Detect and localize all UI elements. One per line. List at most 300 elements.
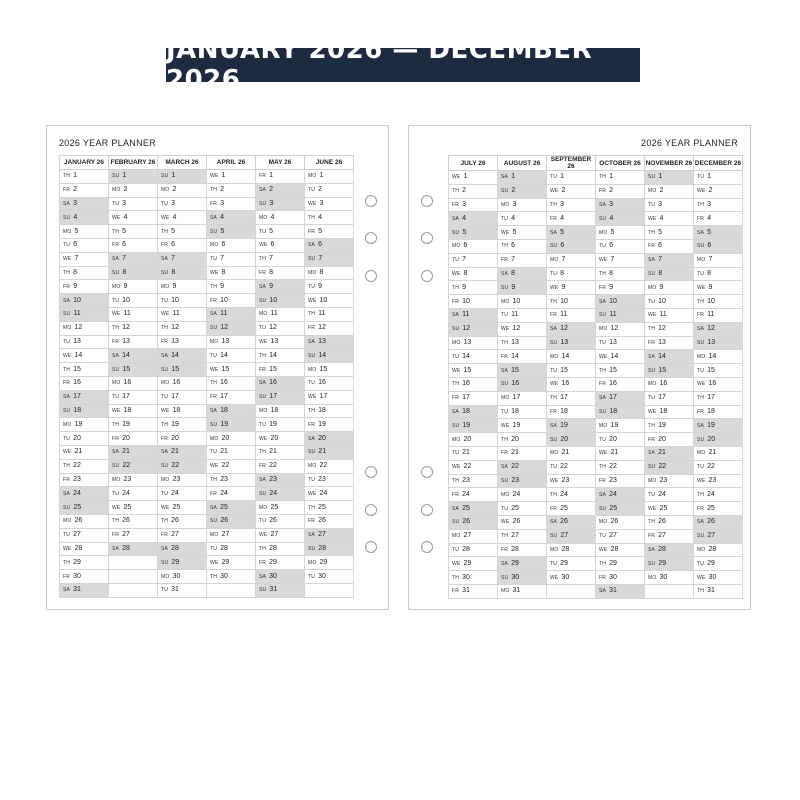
day-cell: TU 15 [694, 364, 743, 378]
day-cell: FR 4 [547, 212, 596, 226]
day-cell: WE 29 [207, 556, 256, 570]
day-cell: SA 14 [645, 350, 694, 364]
day-row [60, 390, 354, 404]
months-jan-jun-table [59, 155, 354, 598]
day-row [449, 350, 743, 364]
day-cell: TU 17 [158, 390, 207, 404]
day-cell: TU 17 [645, 391, 694, 405]
day-cell: WE 22 [449, 460, 498, 474]
day-cell: TU 6 [60, 238, 109, 252]
day-row [449, 239, 743, 253]
day-cell: WE 2 [547, 184, 596, 198]
day-row [449, 171, 743, 185]
day-cell: FR 19 [305, 418, 354, 432]
day-cell: MO 7 [547, 253, 596, 267]
day-cell: FR 14 [498, 350, 547, 364]
day-cell: TU 16 [305, 376, 354, 390]
day-cell: SU 1 [158, 170, 207, 184]
day-cell: TH 31 [694, 584, 743, 598]
day-cell: FR 11 [547, 308, 596, 322]
day-row [60, 183, 354, 197]
punch-hole-icon [365, 541, 377, 553]
day-cell: SU 6 [547, 239, 596, 253]
day-cell: FR 23 [596, 474, 645, 488]
day-row [449, 419, 743, 433]
day-cell: SU 12 [449, 322, 498, 336]
day-cell: TU 13 [596, 336, 645, 350]
day-row [60, 583, 354, 597]
day-row [449, 557, 743, 571]
day-cell: SA 19 [694, 419, 743, 433]
day-row [449, 364, 743, 378]
day-cell: TU 12 [256, 321, 305, 335]
day-cell: SA 29 [498, 557, 547, 571]
day-cell: TH 20 [498, 433, 547, 447]
day-cell: SA 26 [547, 515, 596, 529]
day-cell: TU 2 [305, 183, 354, 197]
day-row [60, 349, 354, 363]
day-cell: FR 5 [305, 225, 354, 239]
day-cell: FR 13 [645, 336, 694, 350]
day-cell: FR 23 [60, 473, 109, 487]
day-row [449, 212, 743, 226]
day-cell: SU 18 [596, 405, 645, 419]
day-cell: SA 17 [60, 390, 109, 404]
empty-cell [109, 556, 158, 570]
day-cell: SA 5 [547, 226, 596, 240]
day-cell: MO 5 [596, 226, 645, 240]
day-cell: SA 14 [158, 349, 207, 363]
day-cell: WE 11 [158, 307, 207, 321]
day-cell: WE 7 [60, 252, 109, 266]
day-cell: SA 11 [449, 308, 498, 322]
day-cell: TU 7 [207, 252, 256, 266]
day-cell: MO 30 [645, 571, 694, 585]
day-cell: FR 7 [498, 253, 547, 267]
day-cell: TU 7 [449, 253, 498, 267]
month-header: MAY 26 [256, 156, 305, 170]
day-cell: WE 19 [498, 419, 547, 433]
day-cell: TH 15 [60, 363, 109, 377]
day-cell: FR 3 [207, 197, 256, 211]
day-row [449, 226, 743, 240]
day-cell: TU 17 [109, 390, 158, 404]
day-row [449, 184, 743, 198]
day-cell: FR 17 [449, 391, 498, 405]
day-cell: SU 6 [694, 239, 743, 253]
day-cell: SA 15 [498, 364, 547, 378]
day-cell: TU 5 [256, 225, 305, 239]
punch-hole-icon [421, 541, 433, 553]
day-cell: MO 6 [449, 239, 498, 253]
day-row [449, 295, 743, 309]
day-row [449, 474, 743, 488]
day-cell: TH 29 [596, 557, 645, 571]
day-cell: FR 8 [256, 266, 305, 280]
punch-hole-icon [421, 232, 433, 244]
day-cell: FR 27 [645, 529, 694, 543]
day-cell: SA 7 [645, 253, 694, 267]
day-cell: FR 10 [207, 294, 256, 308]
day-cell: WE 9 [547, 281, 596, 295]
day-cell: TU 23 [305, 473, 354, 487]
day-cell: SA 21 [645, 446, 694, 460]
day-cell: SA 23 [256, 473, 305, 487]
day-cell: SU 11 [596, 308, 645, 322]
day-cell: SA 13 [305, 335, 354, 349]
day-cell: FR 18 [694, 405, 743, 419]
day-cell: WE 14 [60, 349, 109, 363]
day-row [449, 253, 743, 267]
day-cell: TU 28 [449, 543, 498, 557]
day-cell: MO 16 [158, 376, 207, 390]
punch-hole-icon [365, 195, 377, 207]
day-cell: SU 1 [109, 170, 158, 184]
month-header: MARCH 26 [158, 156, 207, 170]
day-cell: SU 17 [256, 390, 305, 404]
day-cell: TH 12 [109, 321, 158, 335]
day-cell: SA 3 [596, 198, 645, 212]
day-cell: MO 11 [256, 307, 305, 321]
day-cell: TH 5 [158, 225, 207, 239]
day-cell: SU 22 [645, 460, 694, 474]
day-row [60, 376, 354, 390]
day-cell: TH 18 [305, 404, 354, 418]
day-cell: SU 30 [498, 571, 547, 585]
day-cell: WE 22 [207, 459, 256, 473]
day-cell: TH 16 [207, 376, 256, 390]
day-cell: FR 16 [596, 377, 645, 391]
day-cell: TH 17 [694, 391, 743, 405]
day-cell: FR 11 [694, 308, 743, 322]
day-cell: MO 26 [60, 514, 109, 528]
day-cell: TU 3 [109, 197, 158, 211]
day-cell: WE 8 [449, 267, 498, 281]
day-cell: TU 6 [596, 239, 645, 253]
month-header: JUNE 26 [305, 156, 354, 170]
day-cell: MO 27 [207, 528, 256, 542]
day-cell: SU 15 [158, 363, 207, 377]
day-cell: FR 17 [207, 390, 256, 404]
day-cell: SA 19 [547, 419, 596, 433]
day-cell: WE 15 [449, 364, 498, 378]
day-cell: TU 4 [498, 212, 547, 226]
day-cell: WE 27 [256, 528, 305, 542]
day-row [60, 459, 354, 473]
day-cell: MO 3 [498, 198, 547, 212]
day-cell: MO 2 [109, 183, 158, 197]
day-cell: WE 6 [256, 238, 305, 252]
day-cell: WE 1 [207, 170, 256, 184]
day-cell: MO 20 [207, 432, 256, 446]
day-cell: SU 22 [109, 459, 158, 473]
day-cell: FR 2 [596, 184, 645, 198]
day-cell: TU 10 [158, 294, 207, 308]
punch-hole-icon [365, 270, 377, 282]
day-cell: FR 9 [60, 280, 109, 294]
empty-cell [305, 583, 354, 597]
day-cell: WE 29 [449, 557, 498, 571]
day-cell: FR 20 [158, 432, 207, 446]
day-cell: SA 2 [256, 183, 305, 197]
day-cell: MO 10 [498, 295, 547, 309]
day-cell: TU 9 [305, 280, 354, 294]
day-row [449, 502, 743, 516]
day-cell: SA 25 [449, 502, 498, 516]
day-cell: FR 28 [498, 543, 547, 557]
empty-cell [109, 583, 158, 597]
day-cell: SU 9 [498, 281, 547, 295]
sheet-title: 2026 YEAR PLANNER [59, 138, 156, 148]
day-cell: SA 31 [60, 583, 109, 597]
day-cell: TH 26 [645, 515, 694, 529]
day-cell: TH 13 [498, 336, 547, 350]
day-cell: TU 3 [158, 197, 207, 211]
day-cell: MO 19 [596, 419, 645, 433]
day-cell: WE 17 [305, 390, 354, 404]
day-cell: TU 27 [60, 528, 109, 542]
day-cell: TH 6 [498, 239, 547, 253]
day-cell: WE 11 [645, 308, 694, 322]
day-row [60, 445, 354, 459]
day-cell: TH 2 [449, 184, 498, 198]
day-cell: MO 13 [207, 335, 256, 349]
day-row [60, 570, 354, 584]
day-row [60, 501, 354, 515]
empty-cell [109, 570, 158, 584]
day-cell: MO 26 [596, 515, 645, 529]
day-cell: FR 12 [305, 321, 354, 335]
day-cell: FR 18 [547, 405, 596, 419]
day-cell: WE 4 [158, 211, 207, 225]
day-cell: WE 18 [645, 405, 694, 419]
day-cell: MO 12 [596, 322, 645, 336]
day-cell: MO 28 [694, 543, 743, 557]
day-cell: MO 6 [207, 238, 256, 252]
day-cell: TH 4 [305, 211, 354, 225]
day-cell: FR 6 [109, 238, 158, 252]
day-cell: SA 27 [305, 528, 354, 542]
day-cell: WE 21 [596, 446, 645, 460]
day-cell: MO 4 [256, 211, 305, 225]
day-cell: SU 31 [256, 583, 305, 597]
month-header: APRIL 26 [207, 156, 256, 170]
day-cell: TH 8 [596, 267, 645, 281]
day-cell: TH 15 [596, 364, 645, 378]
day-cell: TH 17 [547, 391, 596, 405]
day-cell: SU 11 [60, 307, 109, 321]
day-cell: WE 21 [60, 445, 109, 459]
day-cell: MO 17 [498, 391, 547, 405]
day-cell: TH 28 [256, 542, 305, 556]
day-row [449, 405, 743, 419]
day-cell: SU 15 [109, 363, 158, 377]
day-cell: FR 30 [60, 570, 109, 584]
day-cell: TH 1 [60, 170, 109, 184]
planner-banner-title: JANUARY 2026 — DECEMBER 2026 [166, 48, 640, 82]
day-cell: TH 22 [596, 460, 645, 474]
day-cell: WE 16 [547, 377, 596, 391]
day-row [60, 432, 354, 446]
punch-hole-icon [365, 504, 377, 516]
day-row [60, 404, 354, 418]
day-cell: MO 30 [158, 570, 207, 584]
day-cell: MO 20 [449, 433, 498, 447]
day-cell: TH 30 [449, 571, 498, 585]
day-cell: FR 22 [256, 459, 305, 473]
day-cell: TU 29 [694, 557, 743, 571]
day-cell: WE 16 [694, 377, 743, 391]
day-cell: TH 27 [498, 529, 547, 543]
day-cell: TU 20 [60, 432, 109, 446]
day-cell: SA 6 [305, 238, 354, 252]
day-cell: SU 5 [207, 225, 256, 239]
day-row [60, 418, 354, 432]
day-cell: TH 9 [449, 281, 498, 295]
day-cell: TU 20 [596, 433, 645, 447]
day-cell: MO 21 [547, 446, 596, 460]
day-cell: SA 20 [305, 432, 354, 446]
day-cell: SA 28 [645, 543, 694, 557]
sheet-title: 2026 YEAR PLANNER [641, 138, 738, 148]
day-row [449, 267, 743, 281]
day-cell: WE 30 [694, 571, 743, 585]
day-cell: TH 2 [207, 183, 256, 197]
day-cell: TU 18 [498, 405, 547, 419]
day-cell: FR 26 [305, 514, 354, 528]
day-cell: FR 13 [109, 335, 158, 349]
day-cell: TH 5 [645, 226, 694, 240]
day-row [60, 473, 354, 487]
day-cell: MO 9 [645, 281, 694, 295]
day-cell: WE 28 [60, 542, 109, 556]
day-cell: WE 20 [256, 432, 305, 446]
month-header: FEBRUARY 26 [109, 156, 158, 170]
day-cell: FR 30 [596, 571, 645, 585]
day-cell: WE 10 [305, 294, 354, 308]
day-cell: MO 23 [158, 473, 207, 487]
day-cell: SU 20 [694, 433, 743, 447]
month-header: OCTOBER 26 [596, 156, 645, 171]
day-cell: TU 28 [207, 542, 256, 556]
punch-hole-icon [421, 195, 433, 207]
day-row [449, 322, 743, 336]
day-cell: FR 3 [449, 198, 498, 212]
right-planner-sheet [408, 125, 751, 610]
punch-hole-icon [421, 504, 433, 516]
day-cell: FR 20 [109, 432, 158, 446]
day-cell: TU 24 [109, 487, 158, 501]
day-cell: TH 25 [305, 501, 354, 515]
day-row [60, 335, 354, 349]
day-cell: WE 12 [498, 322, 547, 336]
day-cell: MO 15 [305, 363, 354, 377]
day-cell: MO 14 [694, 350, 743, 364]
empty-cell [207, 583, 256, 597]
day-cell: SU 13 [694, 336, 743, 350]
day-cell: TU 26 [256, 514, 305, 528]
day-cell: MO 28 [547, 543, 596, 557]
day-cell: FR 20 [645, 433, 694, 447]
day-cell: WE 23 [694, 474, 743, 488]
day-row [60, 170, 354, 184]
punch-hole-icon [365, 232, 377, 244]
day-cell: WE 24 [305, 487, 354, 501]
day-cell: SU 19 [449, 419, 498, 433]
day-cell: SA 17 [596, 391, 645, 405]
day-cell: TH 26 [109, 514, 158, 528]
day-cell: SA 14 [109, 349, 158, 363]
day-row [449, 391, 743, 405]
day-cell: TH 19 [109, 418, 158, 432]
day-row [60, 514, 354, 528]
day-row [449, 281, 743, 295]
day-row [60, 238, 354, 252]
day-row [449, 336, 743, 350]
day-cell: SA 31 [596, 584, 645, 598]
day-cell: TU 10 [109, 294, 158, 308]
day-cell: TU 29 [547, 557, 596, 571]
day-cell: TH 10 [547, 295, 596, 309]
day-row [60, 252, 354, 266]
punch-hole-icon [365, 466, 377, 478]
day-cell: TH 22 [60, 459, 109, 473]
day-row [60, 280, 354, 294]
day-cell: SA 18 [207, 404, 256, 418]
day-cell: WE 28 [596, 543, 645, 557]
day-cell: MO 25 [256, 501, 305, 515]
day-cell: TH 30 [207, 570, 256, 584]
punch-hole-icon [421, 466, 433, 478]
day-cell: SA 26 [694, 515, 743, 529]
day-row [449, 460, 743, 474]
month-header: JULY 26 [449, 156, 498, 171]
day-cell: TU 21 [449, 446, 498, 460]
day-cell: TH 16 [449, 377, 498, 391]
day-row [449, 377, 743, 391]
day-cell: TH 10 [694, 295, 743, 309]
day-cell: WE 7 [596, 253, 645, 267]
day-cell: TH 23 [449, 474, 498, 488]
month-header: SEPTEMBER 26 [547, 156, 596, 171]
day-cell: TU 24 [158, 487, 207, 501]
day-cell: SU 29 [645, 557, 694, 571]
day-cell: SA 22 [498, 460, 547, 474]
day-cell: TU 21 [207, 445, 256, 459]
day-cell: MO 16 [645, 377, 694, 391]
day-cell: SA 21 [109, 445, 158, 459]
day-cell: MO 2 [158, 183, 207, 197]
day-cell: SA 12 [547, 322, 596, 336]
day-cell: TH 19 [158, 418, 207, 432]
day-cell: TU 8 [694, 267, 743, 281]
day-row [449, 571, 743, 585]
month-header: NOVEMBER 26 [645, 156, 694, 171]
day-cell: TU 14 [449, 350, 498, 364]
day-cell: SA 4 [449, 212, 498, 226]
day-cell: TU 15 [547, 364, 596, 378]
day-cell: SA 24 [60, 487, 109, 501]
day-row [60, 211, 354, 225]
empty-cell [645, 584, 694, 598]
day-cell: TH 9 [207, 280, 256, 294]
day-cell: TU 11 [498, 308, 547, 322]
day-cell: WE 23 [547, 474, 596, 488]
day-cell: SU 28 [305, 542, 354, 556]
day-cell: WE 5 [498, 226, 547, 240]
day-cell: MO 16 [109, 376, 158, 390]
day-cell: TU 22 [694, 460, 743, 474]
